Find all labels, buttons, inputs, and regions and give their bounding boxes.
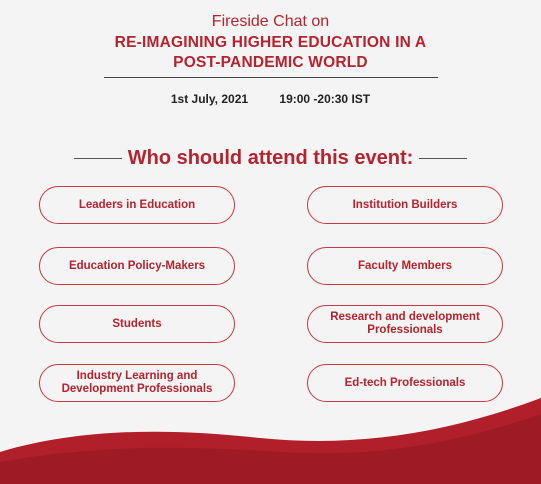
audience-pill-label-wrap [62, 370, 213, 396]
audience-pill-label: Education Policy-Makers [68, 259, 206, 272]
audience-pill-label: Research and development [330, 311, 480, 323]
audience-pill-leaders-in-education [39, 186, 235, 224]
audience-pill-label-2: Development Professionals [61, 383, 213, 395]
audience-pill-students [39, 305, 235, 343]
audience-pill-label: Faculty Members [358, 259, 452, 272]
audience-pill-label: Ed-tech Professionals [344, 376, 466, 389]
section-heading [0, 146, 541, 170]
audience-pill-label: Students [112, 317, 162, 330]
audience-pill-institution-builders [307, 186, 503, 224]
audience-pill-label: Leaders in Education [78, 198, 196, 211]
audience-pill-ed-tech-professionals [307, 364, 503, 402]
audience-pill-faculty-members [307, 247, 503, 285]
event-title [0, 33, 541, 73]
audience-pill-industry-learning [39, 364, 235, 402]
audience-pill-label: Institution Builders [352, 198, 458, 211]
event-title-line-2: POST-PANDEMIC WORLD [173, 54, 368, 71]
audience-pill-education-policy-makers [39, 247, 235, 285]
title-divider [104, 77, 438, 78]
audience-pill-label-wrap [330, 311, 480, 337]
audience-pill-label: Industry Learning and [76, 370, 198, 382]
event-title-line-1: RE-IMAGINING HIGHER EDUCATION IN A [114, 34, 427, 51]
section-line-left [74, 158, 122, 159]
date-time-row [0, 92, 541, 106]
audience-pill-label-2: Professionals [367, 324, 443, 336]
section-line-right [419, 158, 467, 159]
event-time: 19:00 -20:30 IST [279, 92, 371, 106]
wave-front [0, 414, 541, 484]
event-eyebrow: Fireside Chat on [211, 13, 330, 30]
wave-back [0, 398, 541, 484]
event-date: 1st July, 2021 [170, 92, 249, 106]
section-title: Who should attend this event: [127, 147, 414, 169]
audience-pill-research-and-development [307, 305, 503, 343]
